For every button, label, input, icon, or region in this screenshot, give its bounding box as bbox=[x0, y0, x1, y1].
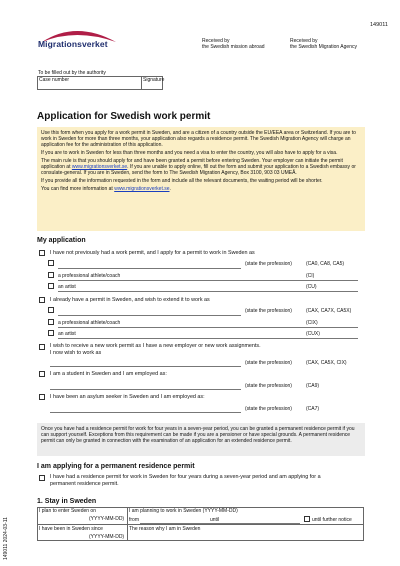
info-paragraph: If you are to work in Sweden for less than three months and you need a visa to enter the country, you will also have to apply for a visa. bbox=[41, 150, 338, 156]
opt2-artist-label: an artist bbox=[58, 331, 76, 337]
opt1-code: (CA0, CA8, CA5) bbox=[306, 261, 345, 267]
my-application-heading: My application bbox=[37, 237, 86, 244]
opt1-athlete-code: (CI) bbox=[306, 273, 315, 279]
stay-heading: 1. Stay in Sweden bbox=[37, 498, 97, 505]
case-number-label: Case number bbox=[39, 77, 70, 83]
received-mission: Received by the Swedish mission abroad bbox=[202, 38, 265, 50]
plan-enter-date[interactable]: (YYYY-MM-DD) bbox=[89, 516, 125, 522]
from-label: from bbox=[129, 517, 139, 523]
opt2-label: I already have a permit in Sweden, and wish to extend it to work as bbox=[50, 297, 210, 303]
authority-title: To be filled out by the authority bbox=[38, 70, 106, 76]
opt1-profession-field[interactable] bbox=[58, 268, 241, 269]
opt2-state-label: (state the profession) bbox=[245, 308, 292, 314]
opt3-label: I wish to receive a new work permit as I have a new employer or new work assignments. I now wish to work as bbox=[50, 343, 261, 356]
opt3-profession-field[interactable] bbox=[50, 366, 241, 367]
opt1-artist-checkbox[interactable] bbox=[48, 283, 54, 289]
permanent-heading: I am applying for a permanent residence permit bbox=[37, 463, 195, 470]
been-since-date[interactable]: (YYYY-MM-DD) bbox=[89, 534, 125, 540]
info-paragraph: The main rule is that you should apply for and have been granted a permit before entering Sweden. Your employer can initiate the permit application at www.migrationsverket.se. If you are unable to apply online, fill out the form and submit your application to a Swedish embassy or consulate-general. If you are in Sweden, send the form to The Swedish Migration Agency, Box 3100, 903 03 UMEÅ. bbox=[41, 158, 356, 176]
permanent-info-text: Once you have had a residence permit for work for four years in a seven-year period, you can be granted a permanent residence permit if you can support yourself. Exceptions from this requirement can be made if you are a pensioner or have special grounds. A permanent residence permit can only be granted in connection with the examination of an application for an extended residence permit. bbox=[41, 426, 355, 444]
opt2-athlete-label: a professional athlete/coach bbox=[58, 320, 121, 326]
opt2-artist-code: (CUX) bbox=[306, 331, 320, 337]
permanent-info-box bbox=[37, 423, 365, 456]
work-dates-field[interactable] bbox=[140, 523, 300, 524]
received-agency: Received by the Swedish Migration Agency bbox=[290, 38, 357, 50]
logo-wordmark: Migrationsverket bbox=[38, 39, 108, 49]
opt3-code: (CAX, CA5X, CIX) bbox=[306, 360, 347, 366]
opt4-code: (CA9) bbox=[306, 383, 320, 389]
opt5-checkbox[interactable] bbox=[39, 394, 45, 400]
opt4-profession-field[interactable] bbox=[50, 389, 241, 390]
until-notice-label: until further notice bbox=[312, 517, 352, 523]
page-title: Application for Swedish work permit bbox=[37, 111, 211, 122]
side-code-holder bbox=[3, 500, 13, 560]
reason-label: The reason why I am in Sweden bbox=[129, 526, 201, 532]
opt2-athlete-code: (CIX) bbox=[306, 320, 318, 326]
opt2-athlete-checkbox[interactable] bbox=[48, 319, 54, 325]
permanent-checkbox[interactable] bbox=[39, 475, 45, 481]
until-label: until bbox=[210, 517, 220, 523]
opt5-code: (CA7) bbox=[306, 406, 320, 412]
info-box bbox=[37, 127, 365, 231]
opt3-checkbox[interactable] bbox=[39, 344, 45, 350]
side-code: 149011 2024-03-11 bbox=[3, 517, 9, 560]
opt1-checkbox[interactable] bbox=[39, 250, 45, 256]
opt2-checkbox[interactable] bbox=[39, 297, 45, 303]
opt1-athlete-label: a professional athlete/coach bbox=[58, 273, 121, 279]
opt1-profession-checkbox[interactable] bbox=[48, 260, 54, 266]
until-notice-checkbox[interactable] bbox=[304, 516, 310, 522]
opt5-state-label: (state the profession) bbox=[245, 406, 292, 412]
info-paragraph: If you provide all the information requested in the form and include all the relevant documents, the waiting period will be shorter. bbox=[41, 178, 323, 184]
opt4-checkbox[interactable] bbox=[39, 371, 45, 377]
opt2-profession-checkbox[interactable] bbox=[48, 307, 54, 313]
opt5-label: I have been an asylum seeker in Sweden and I am employed as: bbox=[50, 394, 205, 400]
opt5-profession-field[interactable] bbox=[50, 412, 241, 413]
opt1-artist-label: an artist bbox=[58, 284, 76, 290]
info-paragraph-link[interactable]: You can find more information at www.migrationsverket.se. bbox=[41, 186, 171, 192]
opt4-state-label: (state the profession) bbox=[245, 383, 292, 389]
migrationsverket-logo bbox=[36, 22, 120, 52]
opt1-label: I have not previously had a work permit, and I apply for a permit to work in Sweden as bbox=[50, 250, 255, 256]
opt1-athlete-checkbox[interactable] bbox=[48, 272, 54, 278]
been-since-label: I have been in Sweden since bbox=[39, 526, 103, 532]
permanent-label: I have had a residence permit for work in Sweden for four years during a seven-year period and am applying for a permanent residence permit. bbox=[50, 474, 321, 487]
opt2-artist-checkbox[interactable] bbox=[48, 330, 54, 336]
plan-enter-label: I plan to enter Sweden on bbox=[39, 508, 96, 514]
opt2-code: (CAX, CA7X, CA5X) bbox=[306, 308, 352, 314]
opt3-state-label: (state the profession) bbox=[245, 360, 292, 366]
opt2-profession-field[interactable] bbox=[58, 315, 241, 316]
signature-label: Signature bbox=[143, 77, 165, 83]
opt1-state-label: (state the profession) bbox=[245, 261, 292, 267]
opt4-label: I am a student in Sweden and I am employed as: bbox=[50, 371, 167, 377]
info-paragraph: Use this form when you apply for a work permit in Sweden, and are a citizen of a country outside the EU/EEA area or Switzerland. If you are to work in Sweden for more than three months, your application also regards a residence permit. The Swedish Migration Agency will charge an application fee for the administration of this application. bbox=[41, 130, 356, 148]
form-number: 149011 bbox=[370, 22, 388, 28]
planning-work-label: I am planning to work in Sweden (YYYY-MM-DD) bbox=[129, 508, 238, 514]
opt1-artist-code: (CU) bbox=[306, 284, 317, 290]
